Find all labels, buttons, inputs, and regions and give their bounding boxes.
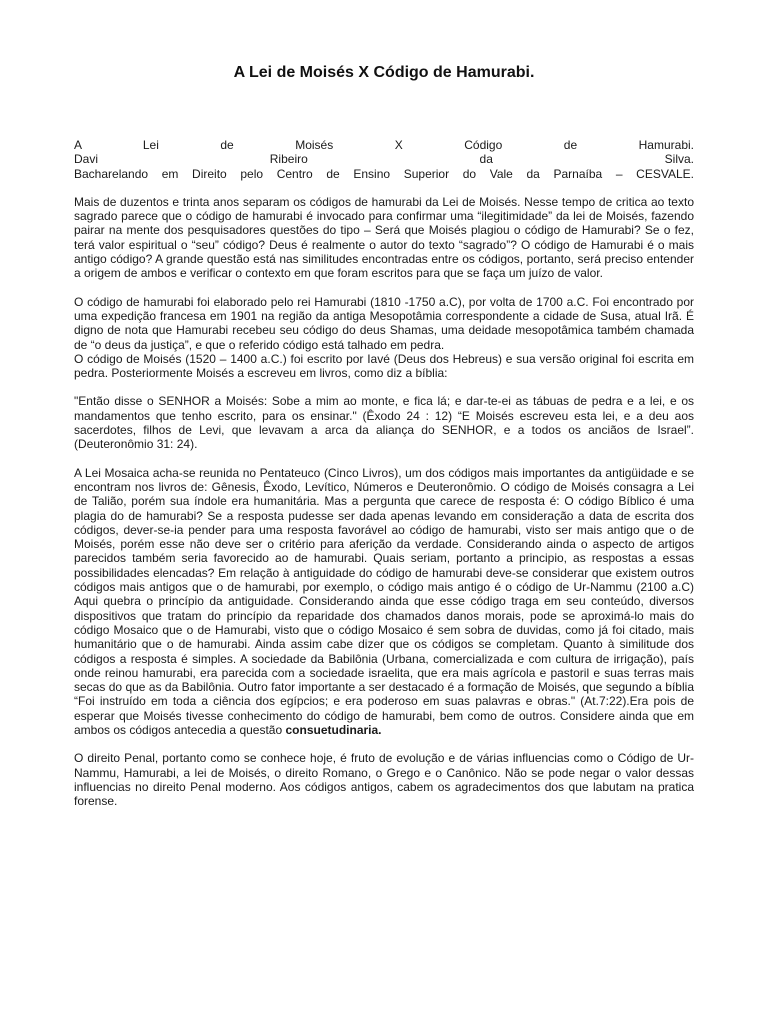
paragraph-moises: O código de Moisés (1520 – 1400 a.C.) foi escrito por Iavé (Deus dos Hebreus) e sua versão original foi escrita em pedra. Posteriormente Moisés a escreveu em livros, como diz a bíblia:: [74, 351, 694, 381]
document-body: [74, 138, 694, 822]
paragraph-intro: Mais de duzentos e trinta anos separam os códigos de hamurabi da Lei de Moisés. Nesse tempo de critica ao texto sagrado parece que o código de hamurabi é invocado para confirmar uma “ilegitimidade” da lei de Moisés, fazendo pairar na mente dos pesquisadores questões do tipo – Será que Moisés plagiou o código de Hamurabi? Se o fez, terá valor espiritual o “seu” código? Deus é realmente o autor do texto “sagrado”? O código de Hamurabi é o mais antigo código? A grande questão está nas similitudes encontradas entre os códigos, portanto, será preciso entender a origem de ambos e verificar o contexto em que foram escritos para que se faça um juízo de valor.: [74, 194, 694, 281]
header-line-affiliation: Bacharelando em Direito pelo Centro de Ensino Superior do Vale da Parnaíba – CESVALE.: [74, 166, 694, 181]
page-title: A Lei de Moisés X Código de Hamurabi.: [233, 64, 535, 81]
header-line-author: Davi Ribeiro da Silva.: [74, 152, 694, 167]
paragraph-analysis: A Lei Mosaica acha-se reunida no Pentateuco (Cinco Livros), um dos códigos mais importantes da antigüidade e se encontram nos livros de: Gênesis, Êxodo, Levítico, Números e Deuteronômio. O código de Moisés consagra a Lei de Talião, porém sua índole era humanitária. Mas a pergunta que carece de resposta é: O código Bíblico é uma plagia do de hamurabi? Se a resposta pudesse ser dada apenas levando em consideração a data de escrita dos códigos, dever-se-ia pender para uma resposta favorável ao código de hamurabi, visto ser mais antigo que o de Moisés, porém esse não deve ser o critério para aferição da verdade. Considerando ainda o aspecto de artigos parecidos também seria favorecido ao de hamurabi. Quais seriam, portanto a principio, as respostas a essas possibilidades elencadas? Em relação à antiguidade do código de hamurabi deve-se considerar que existem outros códigos mais antigos que o de hamurabi, por exemplo, o código mais antigo é o código de Ur-Nammu (2100 a.C) Aqui quebra o princípio da antiguidade. Considerando ainda que esse código traga em seu conteúdo, diversos dispositivos que tratam do princípio da reparidade dos chamados danos morais, pode se aproximá-lo mais do código Mosaico que o de Hamurabi, visto que o código Mosaico é sem sobra de duvidas, como já foi citado, mais humanitário que o de hamurabi. Ainda assim cabe dizer que os códigos se completam. Quanto à similitude dos códigos a resposta é simples. A sociedade da Babilônia (Urbana, comercializada e com cultura de irrigação), país onde reinou hamurabi, era parecida com a sociedade israelita, que era mais agrícola e pastoril e suas terras mais secas do que as da Babilônia. Outro fator importante a ser destacado é a formação de Moisés, que segundo a bíblia “Foi instruído em toda a ciência dos egípcios; e era poderoso em suas palavras e obras." (At.7:22).Era pois de esperar que Moisés tivesse conhecimento do código de hamurabi, bem como de outros. Considere ainda que em ambos os códigos antecedia a questão: [74, 465, 694, 737]
paragraph-hamurabi: O código de hamurabi foi elaborado pelo rei Hamurabi (1810 -1750 a.C), por volta de 1700 a.C. Foi encontrado por uma expedição francesa em 1901 na região da antiga Mesopotâmia correspondente a cidade de Susa, atual Irã. É digno de nota que Hamurabi recebeu seu código do deus Shamas, uma deidade mesopotâmica também chamada de “o deus da justiça”, e que o referido código está talhado em pedra.: [74, 294, 694, 352]
bold-term: consuetudinaria.: [285, 722, 382, 737]
paragraph-quote: "Então disse o SENHOR a Moisés: Sobe a mim ao monte, e fica lá; e dar-te-ei as tábuas de pedra e a lei, e os mandamentos que tenho escrito, para os ensinar." (Êxodo 24 : 12) “E Moisés escreveu esta lei, e a deu aos sacerdotes, filhos de Levi, que levavam a arca da aliança do SENHOR, e a todos os anciãos de Israel”. (Deuteronômio 31: 24).: [74, 394, 694, 452]
header-line-title: A Lei de Moisés X Código de Hamurabi.: [74, 138, 694, 152]
paragraph-conclusion: O direito Penal, portanto como se conhece hoje, é fruto de evolução e de várias influencias como o Código de Ur-Nammu, Hamurabi, a lei de Moisés, o direito Romano, o Grego e o Canônico. Não se pode negar o valor dessas influencias no direito Penal moderno. Aos códigos antigos, cabem os agradecimentos dos que labutam na pratica forense.: [74, 751, 694, 809]
paragraph-analysis-block: [74, 466, 694, 738]
author-block: [74, 138, 694, 181]
